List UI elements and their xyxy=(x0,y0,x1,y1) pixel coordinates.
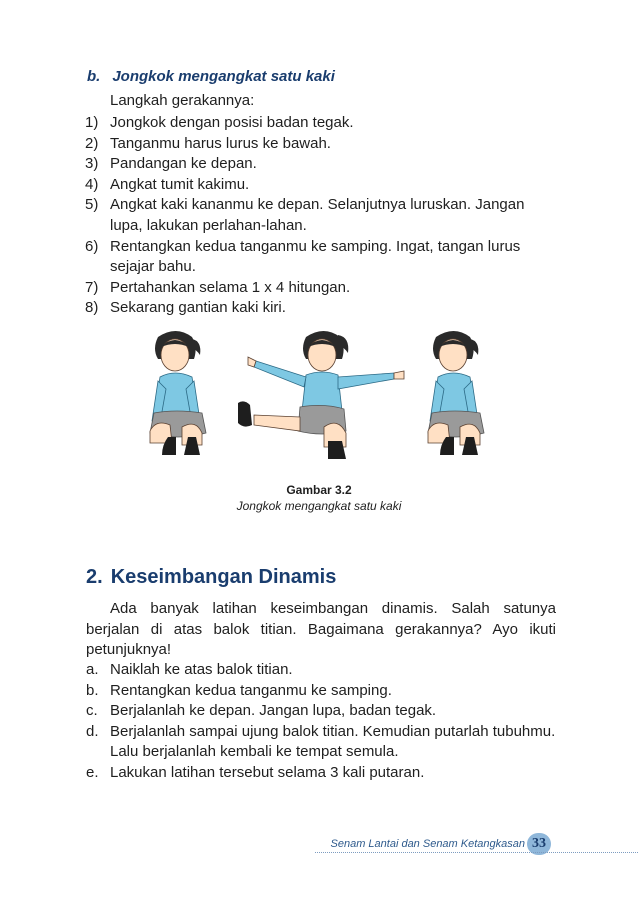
instruction-item xyxy=(86,701,556,722)
step-text: Angkat tumit kakimu. xyxy=(110,175,250,193)
step-text: Rentangkan kedua tanganmu ke samping. Ingat, tangan lurus sejajar bahu. xyxy=(110,237,521,276)
squat-illustration xyxy=(140,325,500,475)
girl-leg-extended xyxy=(238,331,404,459)
figure-caption-subtitle: Jongkok mengangkat satu kaki xyxy=(236,499,402,513)
subsection-title: Jongkok mengangkat satu kaki xyxy=(112,68,335,85)
step-item xyxy=(85,237,555,278)
instruction-text: Lakukan latihan tersebut selama 3 kali putaran. xyxy=(110,763,425,781)
step-text: Pandangan ke depan. xyxy=(110,155,257,173)
instruction-list xyxy=(86,660,556,783)
footer-divider xyxy=(315,852,638,853)
paragraph-line: berjalan di atas balok titian. Bagaimana gerakannya? Ayo ikuti xyxy=(86,620,556,638)
step-item xyxy=(85,278,555,299)
step-item xyxy=(85,113,555,134)
instruction-letter: c. xyxy=(86,702,98,719)
instruction-letter: a. xyxy=(86,661,99,678)
step-text: Sekarang gantian kaki kiri. xyxy=(110,299,286,317)
paragraph-line: Ada banyak latihan keseimbangan dinamis. Salah satunya xyxy=(110,600,556,617)
step-item xyxy=(85,195,555,236)
instruction-item xyxy=(86,722,556,763)
figure-caption-title: Gambar 3.2 xyxy=(286,483,352,497)
instruction-item xyxy=(86,681,556,702)
step-item xyxy=(85,175,555,196)
step-number: 1) xyxy=(85,114,99,131)
step-item xyxy=(85,298,555,319)
step-number: 5) xyxy=(85,196,99,214)
instruction-text: Naiklah ke atas balok titian. xyxy=(110,661,293,678)
step-number: 4) xyxy=(85,175,99,193)
step-number: 6) xyxy=(85,237,99,255)
instruction-letter: b. xyxy=(86,681,99,699)
step-item xyxy=(85,154,555,175)
step-number: 2) xyxy=(85,134,99,152)
step-text: Jongkok dengan posisi badan tegak. xyxy=(110,114,354,131)
step-number: 7) xyxy=(85,278,99,296)
step-number: 8) xyxy=(85,299,99,317)
subsection-letter: b. xyxy=(87,68,101,85)
instruction-letter: e. xyxy=(86,763,99,781)
girl-squatting-left xyxy=(150,331,206,455)
section-paragraph xyxy=(86,599,556,661)
steps-list xyxy=(85,113,555,319)
instruction-letter: d. xyxy=(86,722,99,740)
section-title: Keseimbangan Dinamis xyxy=(110,566,337,588)
step-item xyxy=(85,134,555,155)
subsection-heading xyxy=(87,68,335,85)
instruction-item xyxy=(86,660,556,681)
step-text: Angkat kaki kananmu ke depan. Selanjutnya luruskan. Jangan lupa, lakukan perlahan-lahan. xyxy=(110,196,525,234)
steps-intro: Langkah gerakannya: xyxy=(110,92,255,109)
page-number-badge: 33 xyxy=(527,833,551,855)
section-number: 2. xyxy=(86,566,103,588)
instruction-text: Berjalanlah ke depan. Jangan lupa, badan tegak. xyxy=(110,702,437,719)
girl-squatting-right xyxy=(428,331,484,455)
step-text: Pertahankan selama 1 x 4 hitungan. xyxy=(110,278,351,296)
instruction-text: Berjalanlah sampai ujung balok titian. Kemudian putarlah tubuhmu. Lalu berjalanlah kembali ke tempat semula. xyxy=(110,722,556,760)
paragraph-line: petunjuknya! xyxy=(86,641,172,658)
section-heading xyxy=(86,566,336,589)
footer-book-title: Senam Lantai dan Senam Ketangkasan xyxy=(330,838,525,850)
step-number: 3) xyxy=(85,155,99,173)
instruction-item xyxy=(86,763,556,784)
step-text: Tanganmu harus lurus ke bawah. xyxy=(110,134,331,152)
instruction-text: Rentangkan kedua tanganmu ke samping. xyxy=(110,681,392,699)
